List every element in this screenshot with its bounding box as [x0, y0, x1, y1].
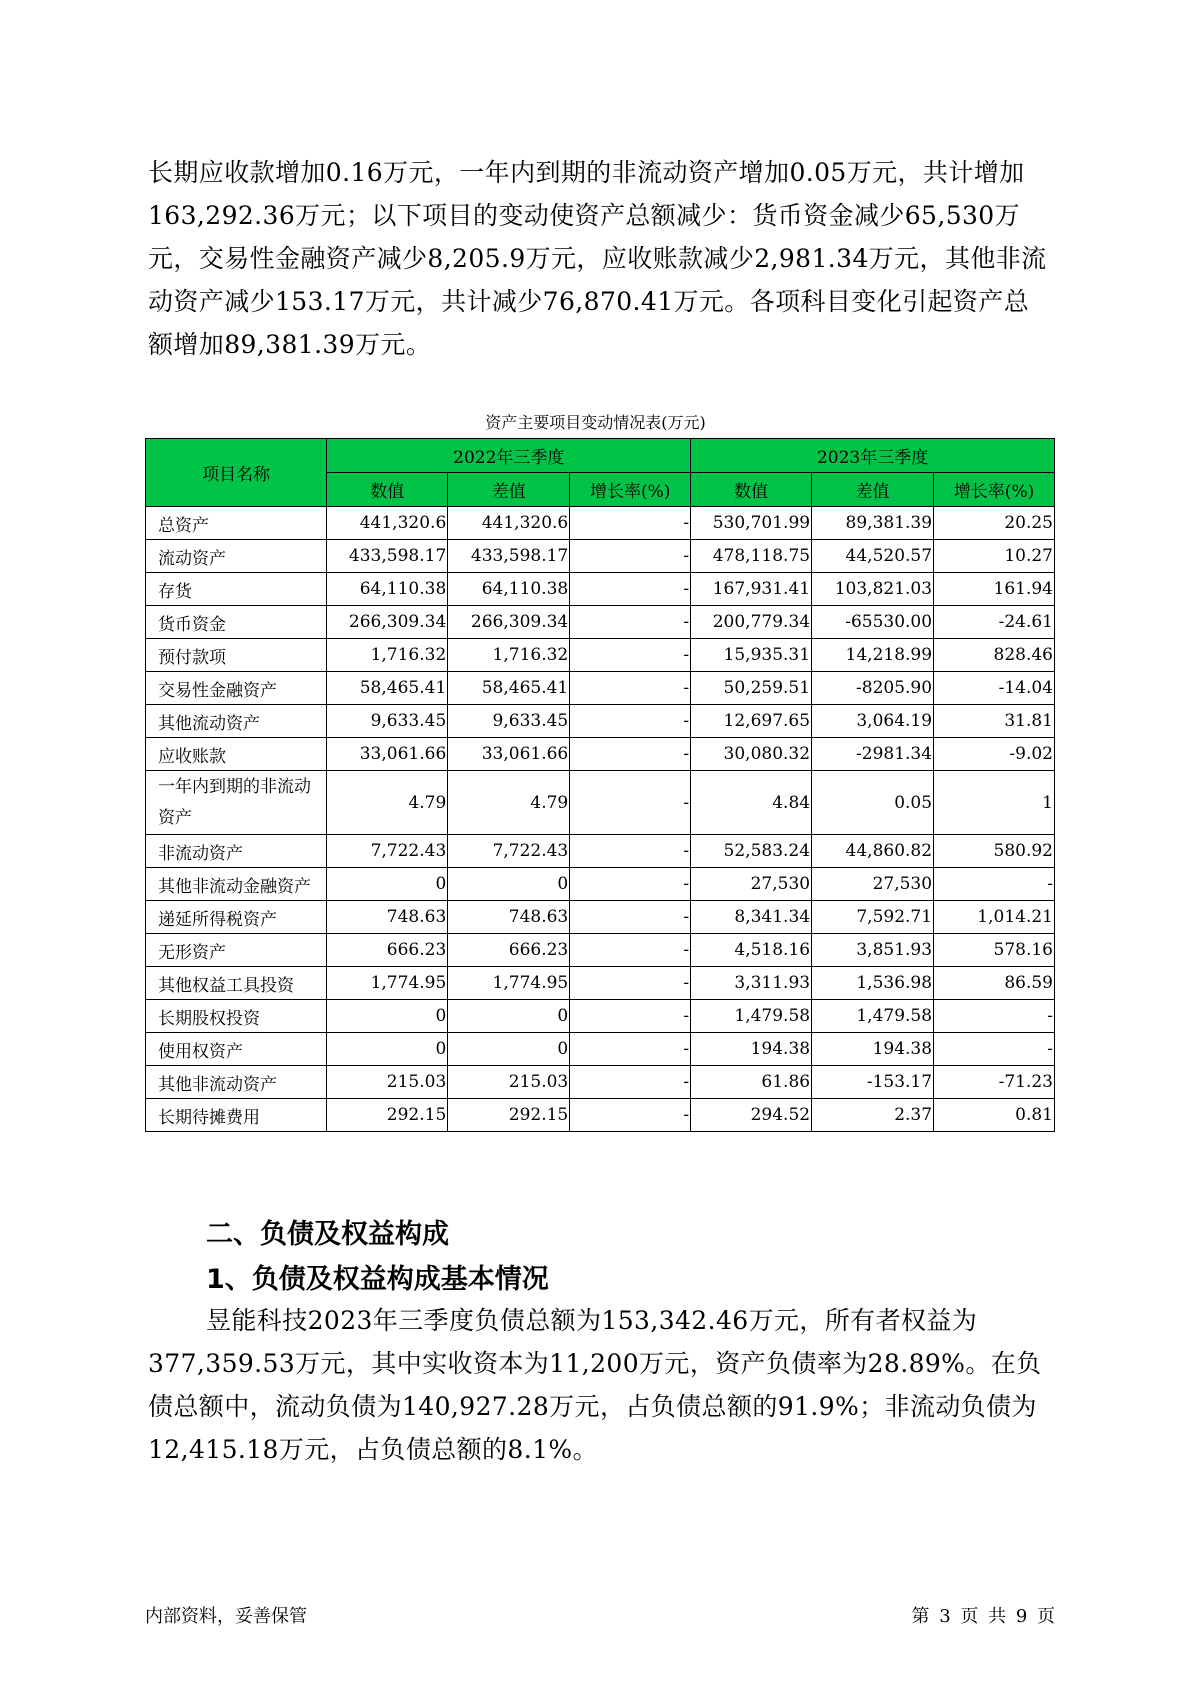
cell-c6: 20.25 [934, 507, 1055, 540]
cell-c3: - [570, 540, 691, 573]
table-row [146, 1000, 1055, 1033]
table-row [146, 901, 1055, 934]
cell-c4: 52,583.24 [691, 835, 812, 868]
cell-c5: 7,592.71 [812, 901, 934, 934]
row-label: 其他非流动资产 [146, 1066, 327, 1099]
cell-c1: 64,110.38 [327, 573, 448, 606]
cell-c1: 666.23 [327, 934, 448, 967]
cell-c5: 3,064.19 [812, 705, 934, 738]
cell-c2: 748.63 [448, 901, 570, 934]
period-header-2023: 2023年三季度 [691, 439, 1055, 473]
cell-c5: 89,381.39 [812, 507, 934, 540]
cell-c5: 44,860.82 [812, 835, 934, 868]
table-row [146, 934, 1055, 967]
cell-c4: 200,779.34 [691, 606, 812, 639]
table-row [146, 573, 1055, 606]
cell-c6: -71.23 [934, 1066, 1055, 1099]
subsection-heading: 1、负债及权益构成基本情况 [206, 1264, 549, 1295]
sub-header-growth: 增长率(%) [934, 473, 1055, 507]
cell-c1: 266,309.34 [327, 606, 448, 639]
cell-c1: 441,320.6 [327, 507, 448, 540]
table-row [146, 672, 1055, 705]
cell-c2: 7,722.43 [448, 835, 570, 868]
cell-c4: 194.38 [691, 1033, 812, 1066]
cell-c3: - [570, 705, 691, 738]
row-label: 非流动资产 [146, 835, 327, 868]
section-heading: 二、负债及权益构成 [206, 1219, 449, 1250]
cell-c6: 578.16 [934, 934, 1055, 967]
cell-c3: - [570, 507, 691, 540]
row-label: 其他权益工具投资 [146, 967, 327, 1000]
cell-c1: 58,465.41 [327, 672, 448, 705]
cell-c3: - [570, 1066, 691, 1099]
table-row [146, 738, 1055, 771]
cell-c5: -8205.90 [812, 672, 934, 705]
cell-c6: 1 [934, 771, 1055, 835]
cell-c6: 828.46 [934, 639, 1055, 672]
cell-c4: 3,311.93 [691, 967, 812, 1000]
cell-c1: 433,598.17 [327, 540, 448, 573]
cell-c3: - [570, 573, 691, 606]
cell-c2: 441,320.6 [448, 507, 570, 540]
cell-c4: 530,701.99 [691, 507, 812, 540]
row-label: 总资产 [146, 507, 327, 540]
cell-c3: - [570, 835, 691, 868]
cell-c2: 433,598.17 [448, 540, 570, 573]
row-label: 流动资产 [146, 540, 327, 573]
cell-c3: - [570, 771, 691, 835]
cell-c4: 1,479.58 [691, 1000, 812, 1033]
row-label: 应收账款 [146, 738, 327, 771]
cell-c6: 580.92 [934, 835, 1055, 868]
table-row [146, 868, 1055, 901]
row-label: 递延所得税资产 [146, 901, 327, 934]
cell-c4: 30,080.32 [691, 738, 812, 771]
cell-c4: 4,518.16 [691, 934, 812, 967]
cell-c6: - [934, 868, 1055, 901]
cell-c3: - [570, 606, 691, 639]
cell-c2: 666.23 [448, 934, 570, 967]
table-row [146, 507, 1055, 540]
cell-c1: 0 [327, 1033, 448, 1066]
cell-c3: - [570, 868, 691, 901]
table-caption: 资产主要项目变动情况表(万元) [485, 413, 706, 432]
cell-c5: -65530.00 [812, 606, 934, 639]
cell-c5: 1,479.58 [812, 1000, 934, 1033]
cell-c6: 86.59 [934, 967, 1055, 1000]
table-row [146, 967, 1055, 1000]
cell-c2: 215.03 [448, 1066, 570, 1099]
sub-header-diff: 差值 [812, 473, 934, 507]
cell-c4: 478,118.75 [691, 540, 812, 573]
cell-c1: 33,061.66 [327, 738, 448, 771]
cell-c5: 194.38 [812, 1033, 934, 1066]
cell-c6: 161.94 [934, 573, 1055, 606]
cell-c1: 9,633.45 [327, 705, 448, 738]
cell-c6: -14.04 [934, 672, 1055, 705]
cell-c3: - [570, 1000, 691, 1033]
table-row [146, 771, 1055, 835]
cell-c1: 0 [327, 868, 448, 901]
cell-c5: 1,536.98 [812, 967, 934, 1000]
cell-c2: 0 [448, 1000, 570, 1033]
cell-c4: 167,931.41 [691, 573, 812, 606]
cell-c2: 58,465.41 [448, 672, 570, 705]
cell-c5: 2.37 [812, 1099, 934, 1132]
table-row [146, 1033, 1055, 1066]
cell-c3: - [570, 672, 691, 705]
row-label: 长期待摊费用 [146, 1099, 327, 1132]
cell-c1: 0 [327, 1000, 448, 1033]
cell-c6: 1,014.21 [934, 901, 1055, 934]
row-label: 使用权资产 [146, 1033, 327, 1066]
cell-c1: 7,722.43 [327, 835, 448, 868]
cell-c5: 44,520.57 [812, 540, 934, 573]
sub-header-growth: 增长率(%) [570, 473, 691, 507]
table-row [146, 606, 1055, 639]
row-label: 交易性金融资产 [146, 672, 327, 705]
cell-c6: 10.27 [934, 540, 1055, 573]
table-body [146, 507, 1055, 1132]
cell-c4: 294.52 [691, 1099, 812, 1132]
row-label: 预付款项 [146, 639, 327, 672]
cell-c3: - [570, 901, 691, 934]
cell-c5: 14,218.99 [812, 639, 934, 672]
cell-c3: - [570, 967, 691, 1000]
table-row [146, 540, 1055, 573]
row-label: 货币资金 [146, 606, 327, 639]
cell-c4: 15,935.31 [691, 639, 812, 672]
cell-c2: 292.15 [448, 1099, 570, 1132]
row-label: 其他非流动金融资产 [146, 868, 327, 901]
cell-c6: -24.61 [934, 606, 1055, 639]
cell-c4: 8,341.34 [691, 901, 812, 934]
cell-c1: 1,716.32 [327, 639, 448, 672]
cell-c2: 9,633.45 [448, 705, 570, 738]
cell-c3: - [570, 738, 691, 771]
cell-c2: 1,716.32 [448, 639, 570, 672]
cell-c5: -2981.34 [812, 738, 934, 771]
intro-paragraph: 长期应收款增加0.16万元，一年内到期的非流动资产增加0.05万元，共计增加163,292.36万元；以下项目的变动使资产总额减少：货币资金减少65,530万元，交易性金融资产减少8,205.9万元，应收账款减少2,981.34万元，其他非流动资产减少153.17万元，共计减少76,870.41万元。各项科目变化引起资产总额增加89,381.39万元。 [148, 158, 1047, 359]
footer-page-number: 第 3 页 共 9 页 [911, 1606, 1055, 1627]
cell-c4: 27,530 [691, 868, 812, 901]
period-header-2022: 2022年三季度 [327, 439, 691, 473]
cell-c2: 33,061.66 [448, 738, 570, 771]
cell-c4: 50,259.51 [691, 672, 812, 705]
table-row [146, 835, 1055, 868]
cell-c1: 292.15 [327, 1099, 448, 1132]
sub-header-value: 数值 [691, 473, 812, 507]
cell-c6: - [934, 1000, 1055, 1033]
cell-c6: 31.81 [934, 705, 1055, 738]
cell-c5: -153.17 [812, 1066, 934, 1099]
cell-c2: 4.79 [448, 771, 570, 835]
cell-c2: 0 [448, 868, 570, 901]
cell-c1: 4.79 [327, 771, 448, 835]
row-label: 长期股权投资 [146, 1000, 327, 1033]
row-label: 一年内到期的非流动资产 [146, 771, 327, 835]
table-row [146, 1099, 1055, 1132]
cell-c1: 215.03 [327, 1066, 448, 1099]
cell-c2: 1,774.95 [448, 967, 570, 1000]
asset-changes-table [145, 438, 1055, 1132]
table-row [146, 705, 1055, 738]
sub-header-diff: 差值 [448, 473, 570, 507]
row-label: 无形资产 [146, 934, 327, 967]
cell-c3: - [570, 639, 691, 672]
cell-c5: 27,530 [812, 868, 934, 901]
cell-c5: 103,821.03 [812, 573, 934, 606]
cell-c5: 0.05 [812, 771, 934, 835]
cell-c6: - [934, 1033, 1055, 1066]
item-name-header: 项目名称 [146, 439, 327, 507]
cell-c4: 4.84 [691, 771, 812, 835]
footer-confidential-note: 内部资料，妥善保管 [145, 1606, 307, 1627]
cell-c5: 3,851.93 [812, 934, 934, 967]
cell-c3: - [570, 1099, 691, 1132]
cell-c2: 0 [448, 1033, 570, 1066]
cell-c1: 1,774.95 [327, 967, 448, 1000]
sub-header-value: 数值 [327, 473, 448, 507]
table-row [146, 639, 1055, 672]
table-row [146, 1066, 1055, 1099]
cell-c6: -9.02 [934, 738, 1055, 771]
cell-c2: 266,309.34 [448, 606, 570, 639]
cell-c1: 748.63 [327, 901, 448, 934]
row-label: 其他流动资产 [146, 705, 327, 738]
row-label: 存货 [146, 573, 327, 606]
cell-c2: 64,110.38 [448, 573, 570, 606]
cell-c4: 12,697.65 [691, 705, 812, 738]
cell-c4: 61.86 [691, 1066, 812, 1099]
cell-c3: - [570, 934, 691, 967]
cell-c6: 0.81 [934, 1099, 1055, 1132]
liabilities-paragraph: 昱能科技2023年三季度负债总额为153,342.46万元，所有者权益为377,359.53万元，其中实收资本为11,200万元，资产负债率为28.89%。在负债总额中，流动负债为140,927.28万元，占负债总额的91.9%；非流动负债为12,415.18万元，占负债总额的8.1%。 [148, 1306, 1042, 1464]
cell-c3: - [570, 1033, 691, 1066]
